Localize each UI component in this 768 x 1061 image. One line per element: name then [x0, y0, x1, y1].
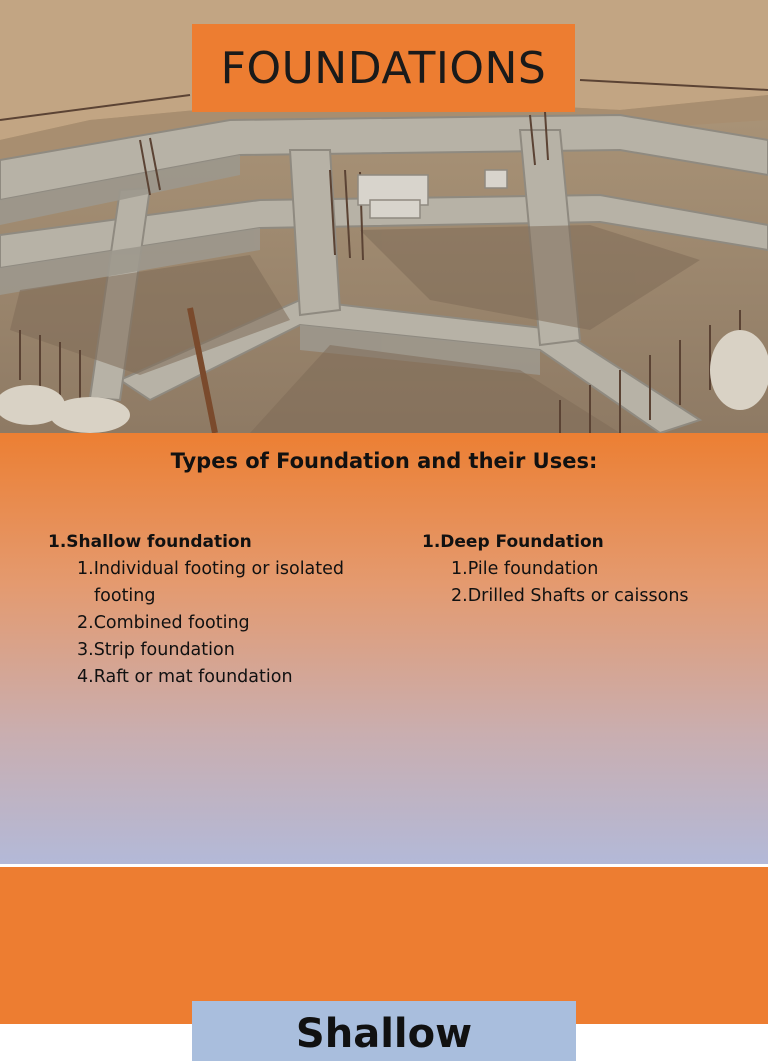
- subtitle: Types of Foundation and their Uses:: [170, 449, 598, 473]
- list-item: 3.Strip foundation: [77, 640, 235, 660]
- next-slide-title: Shallow: [295, 1011, 473, 1057]
- deep-foundation-column: [422, 529, 752, 610]
- content-panel: [0, 433, 768, 864]
- deep-foundation-list: [422, 556, 752, 610]
- slide-title: FOUNDATIONS: [220, 42, 547, 94]
- next-slide: [0, 867, 768, 1057]
- deep-foundation-heading: 1.Deep Foundation: [422, 532, 604, 552]
- shallow-foundation-list: [48, 556, 388, 691]
- title-box: [192, 24, 575, 112]
- shallow-foundation-column: [48, 529, 388, 691]
- list-item: 1.Pile foundation: [451, 559, 599, 579]
- list-item: 4.Raft or mat foundation: [77, 667, 293, 687]
- list-item: 1.Individual footing or isolated footing: [77, 559, 345, 606]
- list-item: 2.Drilled Shafts or caissons: [451, 586, 689, 606]
- shallow-foundation-heading: 1.Shallow foundation: [48, 532, 252, 552]
- list-item: 2.Combined footing: [77, 613, 250, 633]
- next-slide-title-box: [192, 1001, 576, 1061]
